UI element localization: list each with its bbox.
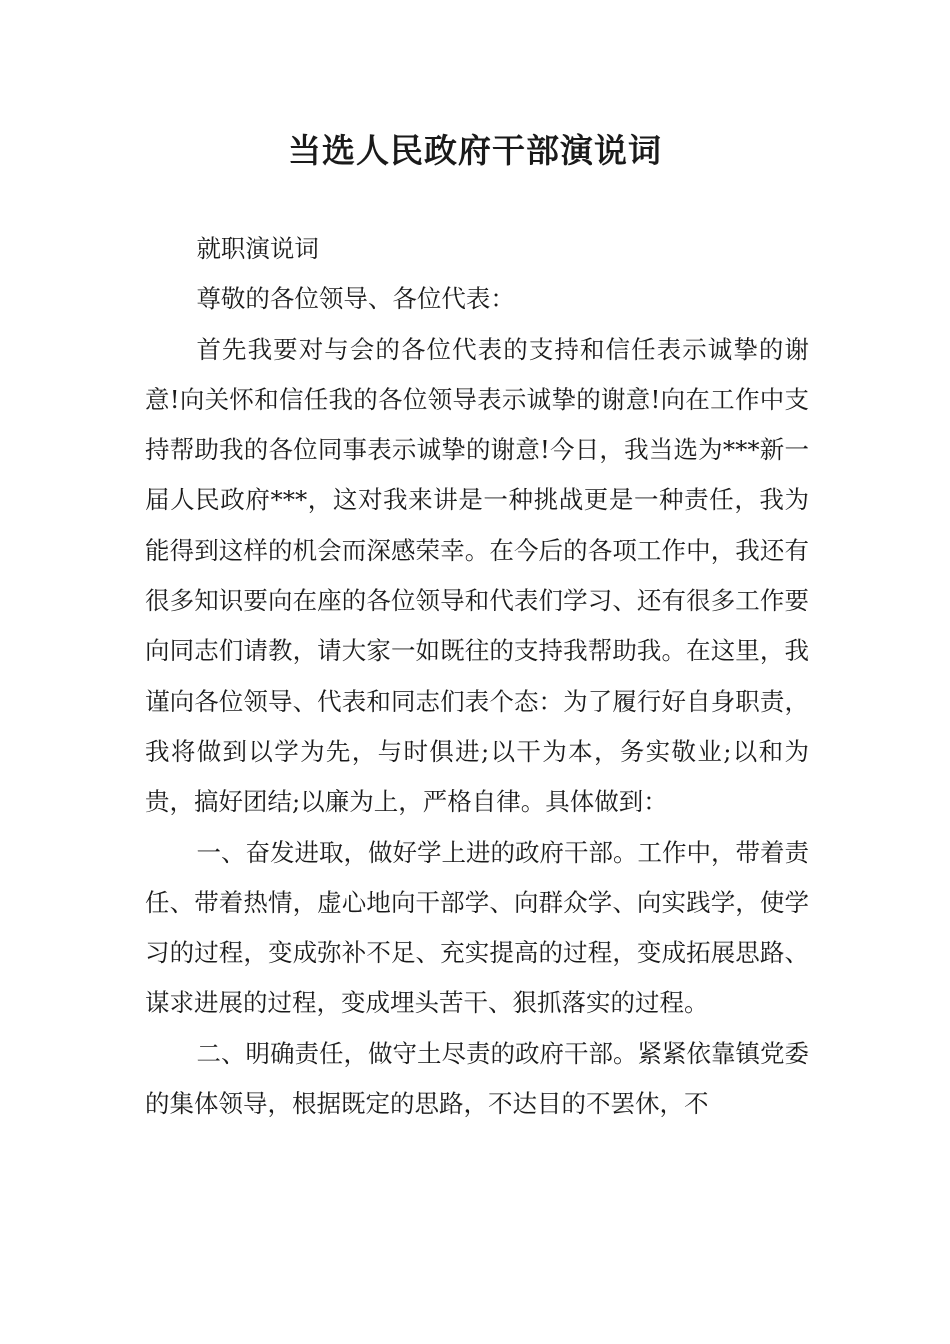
- paragraph-point-two: 二、明确责任，做守土尽责的政府干部。紧紧依靠镇党委的集体领导，根据既定的思路，不达目的不罢休，不: [145, 1038, 809, 1119]
- paragraph-salutation: 尊敬的各位领导、各位代表：: [196, 284, 515, 314]
- paragraph-point-one: 一、奋发进取，做好学上进的政府干部。工作中，带着责任、带着热情，虚心地向干部学、向群众学、向实践学，使学习的过程，变成弥补不足、充实提高的过程，变成拓展思路、谋求进展的过程，变成埋头苦干、狠抓落实的过程。: [145, 837, 809, 1018]
- paragraph-opening: 首先我要对与会的各位代表的支持和信任表示诚挚的谢意!向关怀和信任我的各位领导表示诚挚的谢意!向在工作中支持帮助我的各位同事表示诚挚的谢意!今日，我当选为***新一届人民政府***，这对我来讲是一种挑战更是一种责任，我为能得到这样的机会而深感荣幸。在今后的各项工作中，我还有很多知识要向在座的各位领导和代表们学习、还有很多工作要向同志们请教，请大家一如既往的支持我帮助我。在这里，我谨向各位领导、代表和同志们表个态：为了履行好自身职责，我将做到以学为先，与时俱进;以干为本，务实敬业;以和为贵，搞好团结;以廉为上，严格自律。具体做到：: [145, 334, 809, 817]
- paragraph-heading: 就职演说词: [196, 234, 319, 263]
- document-body: [145, 224, 809, 1129]
- document-title: 当选人民政府干部演说词: [288, 131, 662, 170]
